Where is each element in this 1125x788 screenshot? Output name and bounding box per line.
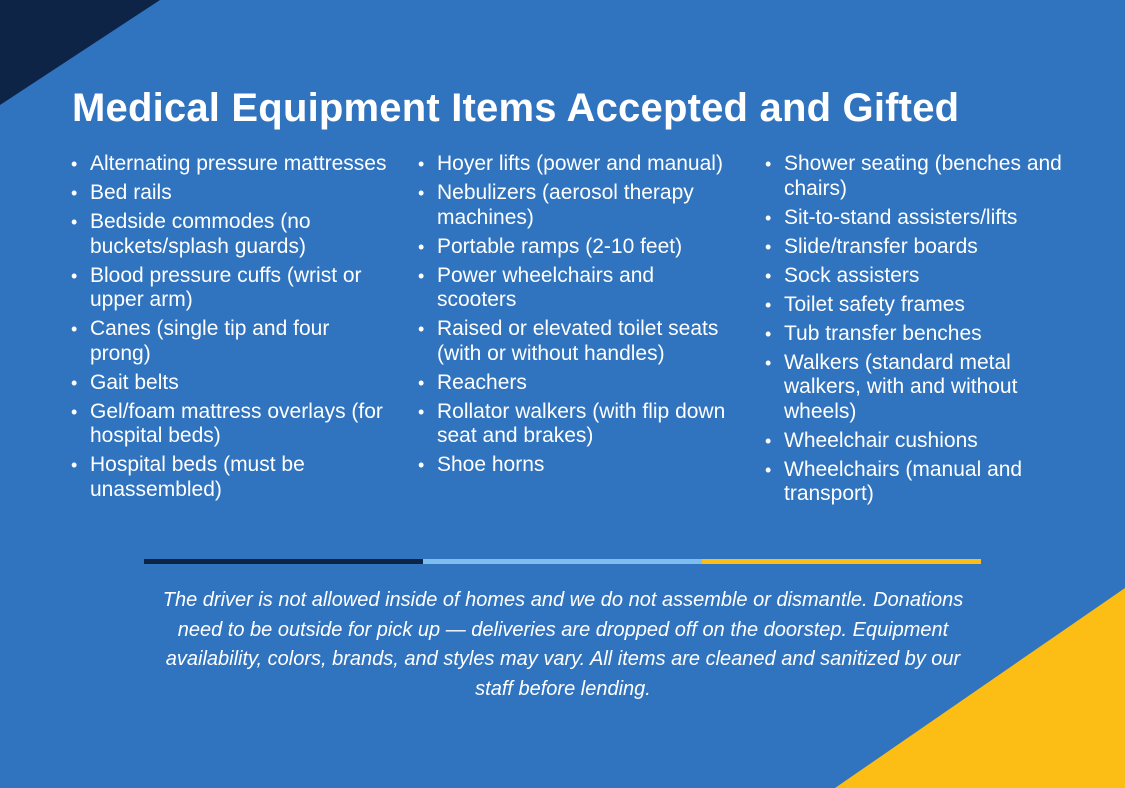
equipment-list-item: [70, 264, 390, 313]
equipment-list-item: [417, 181, 727, 230]
equipment-list-item: [70, 400, 390, 449]
bullet-icon: •: [418, 401, 425, 422]
equipment-list-item: [70, 453, 390, 502]
bullet-icon: •: [765, 459, 772, 480]
equipment-item-label: Hoyer lifts (power and manual): [437, 152, 723, 175]
bullet-icon: •: [71, 401, 78, 422]
bullet-icon: •: [765, 236, 772, 257]
equipment-item-label: Canes (single tip and four prong): [90, 317, 330, 365]
equipment-list-item: [764, 351, 1069, 425]
equipment-item-label: Tub transfer benches: [784, 321, 982, 345]
bullet-icon: •: [418, 372, 425, 393]
equipment-list-item: [764, 206, 1069, 231]
divider-segment-gold: [702, 559, 981, 564]
bullet-icon: •: [71, 372, 78, 393]
equipment-list-item: [417, 264, 727, 313]
equipment-item-label: Hospital beds (must be unassembled): [90, 453, 305, 501]
bullet-icon: •: [71, 183, 78, 203]
divider-segment-navy: [144, 559, 423, 564]
equipment-item-label: Sit-to-stand assisters/lifts: [784, 205, 1018, 229]
bullet-icon: •: [418, 319, 425, 339]
equipment-item-label: Gel/foam mattress overlays (for hospital beds): [90, 399, 383, 447]
equipment-item-label: Shoe horns: [437, 453, 545, 476]
equipment-list-item: [764, 235, 1069, 260]
equipment-list-column-3: [764, 152, 1069, 511]
equipment-item-label: Rollator walkers (with flip down seat and brakes): [437, 399, 726, 447]
equipment-list-item: [417, 400, 727, 449]
bullet-icon: •: [765, 323, 772, 344]
equipment-list-item: [764, 293, 1069, 318]
equipment-item-label: Toilet safety frames: [784, 292, 965, 316]
bullet-icon: •: [71, 265, 78, 286]
equipment-list-item: [70, 181, 390, 206]
equipment-item-label: Alternating pressure mattresses: [90, 152, 387, 175]
bullet-icon: •: [765, 352, 772, 373]
equipment-list-item: [417, 317, 727, 366]
equipment-item-label: Wheelchair cushions: [784, 428, 978, 452]
equipment-item-label: Slide/transfer boards: [784, 234, 978, 258]
equipment-list-item: [70, 152, 390, 177]
tricolor-divider: [144, 559, 981, 564]
equipment-item-label: Raised or elevated toilet seats (with or without handles): [437, 317, 719, 365]
divider-segment-light-blue: [423, 559, 702, 564]
equipment-item-label: Portable ramps (2-10 feet): [437, 234, 683, 258]
bullet-icon: •: [765, 265, 772, 286]
equipment-list-item: [764, 152, 1069, 201]
equipment-item-label: Bed rails: [90, 181, 172, 204]
bullet-icon: •: [418, 154, 425, 174]
bullet-icon: •: [765, 294, 772, 315]
bullet-icon: •: [71, 212, 78, 232]
bullet-icon: •: [765, 154, 772, 174]
equipment-list-item: [70, 317, 390, 366]
bullet-icon: •: [71, 319, 78, 339]
equipment-list-item: [764, 264, 1069, 289]
equipment-list-column-2: [417, 152, 727, 482]
bullet-icon: •: [418, 236, 425, 257]
bullet-icon: •: [418, 265, 425, 286]
equipment-item-label: Power wheelchairs and scooters: [437, 263, 655, 311]
page-title: Medical Equipment Items Accepted and Gifted: [72, 86, 960, 130]
equipment-list-item: [764, 429, 1069, 454]
equipment-item-label: Shower seating (benches and chairs): [784, 152, 1062, 200]
equipment-list-item: [70, 210, 390, 259]
bullet-icon: •: [418, 455, 425, 475]
equipment-list-item: [764, 322, 1069, 347]
bullet-icon: •: [71, 154, 78, 174]
bullet-icon: •: [765, 207, 772, 228]
equipment-list-item: [764, 458, 1069, 507]
equipment-item-label: Sock assisters: [784, 263, 920, 287]
equipment-item-label: Wheelchairs (manual and transport): [784, 457, 1023, 505]
pickup-policy-note: The driver is not allowed inside of homes and we do not assemble or dismantle. Donations need to be outside for pick up — deliveries are dropped off on the doorstep. Equipment availability, colors, brands, and styles may vary. All items are cleaned and sanitized by our staff before lending.: [162, 589, 964, 700]
bullet-icon: •: [71, 455, 78, 475]
equipment-list-item: [417, 371, 727, 396]
equipment-list-item: [417, 453, 727, 478]
equipment-list-item: [70, 371, 390, 396]
equipment-item-label: Bedside commodes (no buckets/splash guards): [90, 210, 311, 258]
equipment-item-label: Reachers: [437, 370, 527, 394]
equipment-item-label: Walkers (standard metal walkers, with and without wheels): [784, 350, 1018, 423]
equipment-item-label: Blood pressure cuffs (wrist or upper arm): [90, 263, 362, 311]
bullet-icon: •: [765, 430, 772, 451]
bullet-icon: •: [418, 183, 425, 203]
equipment-list-item: [417, 235, 727, 260]
equipment-list-column-1: [70, 152, 390, 507]
equipment-item-label: Gait belts: [90, 370, 179, 394]
equipment-item-label: Nebulizers (aerosol therapy machines): [437, 181, 694, 229]
equipment-list-item: [417, 152, 727, 177]
